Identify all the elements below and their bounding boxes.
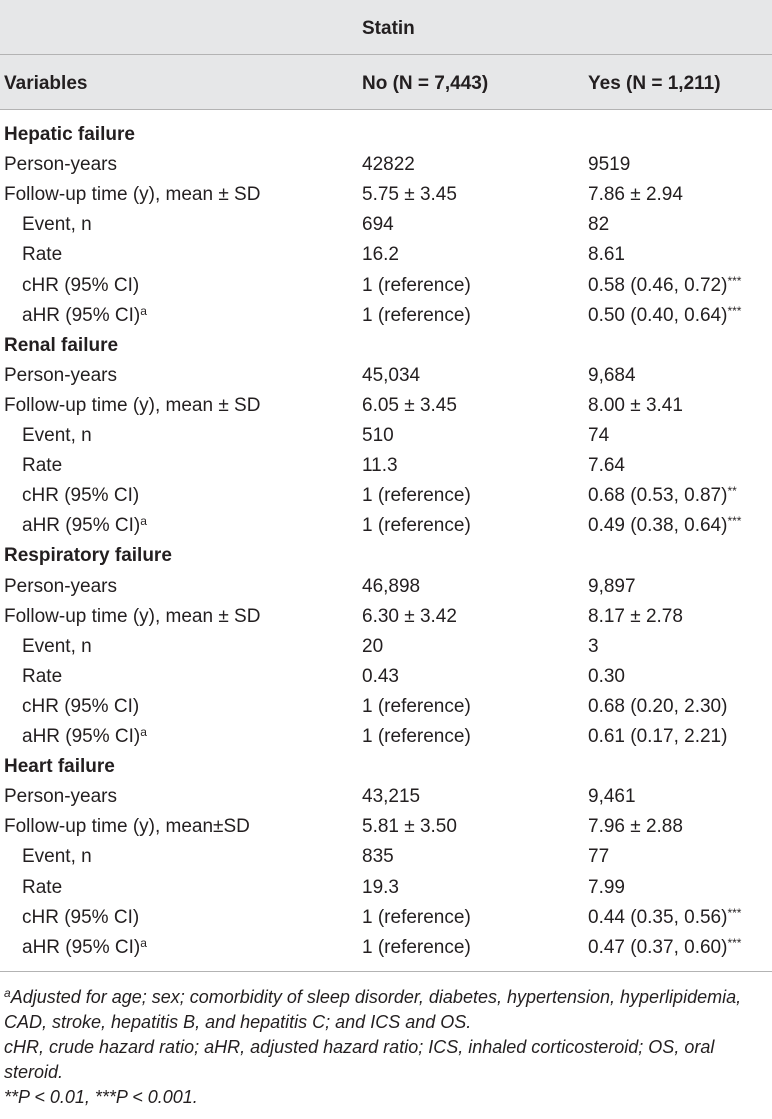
statin-group-header: Statin [362,18,415,39]
table-bottom-rule [0,971,772,972]
significance-marker: *** [727,935,742,950]
no-statin-value: 1 (reference) [362,936,471,958]
row-label [4,184,260,206]
yes-statin-value-text: 0.44 (0.35, 0.56) [588,906,728,928]
row-label-text: aHR (95% CI) [22,304,141,326]
no-statin-value: 5.81 ± 3.50 [362,816,457,838]
footnote-significance: **P < 0.01, ***P < 0.001. [4,1087,198,1107]
row-label-superscript: a [140,935,147,950]
row-label-text: Person-years [4,786,117,808]
row-label [4,576,117,598]
yes-statin-value [588,907,741,929]
row-label-superscript: a [140,514,147,529]
row-label-text: Rate [22,876,63,898]
header-bottom-rule [0,109,772,110]
row-label-text: cHR (95% CI) [22,695,140,717]
row-label-text: Person-years [4,575,117,597]
row-label-text: aHR (95% CI) [22,726,141,747]
no-statin-value: 1 (reference) [362,304,471,326]
yes-statin-value-text: 7.99 [588,876,625,898]
yes-statin-value-text: 0.50 (0.40, 0.64) [588,304,728,326]
yes-statin-value [588,636,599,658]
yes-statin-value-text: 0.30 [588,665,625,687]
row-label [22,515,147,537]
no-statin-value: 11.3 [362,455,398,477]
yes-statin-value-text: 74 [588,425,610,446]
footnote-marker: a [4,986,11,1000]
significance-marker: *** [727,514,742,529]
no-statin-value: 20 [362,635,384,657]
yes-statin-value-text: 7.96 ± 2.88 [588,816,683,838]
row-label-superscript: a [140,725,147,739]
yes-statin-value-text: 9,461 [588,786,636,808]
yes-statin-value [588,154,630,176]
no-statin-value: 6.05 ± 3.45 [362,394,457,416]
row-label-text: cHR (95% CI) [22,906,140,928]
no-statin-value: 510 [362,425,394,446]
no-statin-value: 1 (reference) [362,695,471,717]
row-label-text: Person-years [4,154,117,176]
yes-statin-value [588,485,737,507]
yes-statin-value-text: 0.58 (0.46, 0.72) [588,274,728,296]
yes-statin-value-text: 9,684 [588,364,636,386]
row-label-text: Event, n [22,846,92,868]
yes-statin-value [588,395,683,417]
row-label [4,786,117,808]
row-label-text: aHR (95% CI) [22,515,141,537]
yes-statin-value [588,786,636,808]
footnote-adjusted-text: Adjusted for age; sex; comorbidity of sleep disorder, diabetes, hypertension, hyperlipidemia, CAD, stroke, hepatitis B, and hepatitis C; and ICS and OS. [4,987,742,1032]
header-divider [0,54,772,55]
yes-statin-value [588,305,741,327]
row-label [22,305,147,327]
row-label-text: cHR (95% CI) [22,274,140,296]
section-title: Renal failure [4,334,119,356]
section-title: Hepatic failure [4,124,135,145]
yes-statin-value [588,455,625,477]
yes-statin-value [588,275,741,297]
yes-statin-value-text: 0.61 (0.17, 2.21) [588,726,728,747]
yes-statin-value [588,606,683,628]
section-title: Heart failure [4,756,115,778]
row-label [4,365,117,387]
yes-statin-value-text: 8.00 ± 3.41 [588,394,683,416]
row-label [22,425,92,447]
row-label [22,846,92,868]
row-label-text: Event, n [22,635,92,657]
yes-statin-value-text: 0.68 (0.53, 0.87) [588,485,728,507]
yes-statin-value [588,515,741,537]
row-label [22,214,92,236]
yes-statin-value-text: 0.68 (0.20, 2.30) [588,695,728,717]
row-label [4,154,117,176]
row-label-text: Rate [22,455,63,477]
yes-statin-value [588,425,609,447]
row-label [22,907,139,929]
row-label [4,606,260,628]
row-label-text: Follow-up time (y), mean±SD [4,816,250,838]
row-label [22,485,139,507]
row-label [22,726,147,748]
yes-statin-value [588,696,727,718]
no-statin-value: 42822 [362,154,415,176]
significance-marker: *** [727,905,742,920]
no-statin-value: 6.30 ± 3.42 [362,605,457,627]
yes-statin-value [588,666,625,688]
yes-statin-value-text: 7.86 ± 2.94 [588,184,683,206]
yes-statin-value [588,576,636,598]
row-label-text: cHR (95% CI) [22,485,140,507]
table-footnotes [4,985,768,1110]
yes-statin-value [588,937,741,959]
yes-statin-column-header: Yes (N = 1,211) [588,73,721,94]
row-label [22,244,62,266]
row-label [22,636,92,658]
footnote-adjusted [4,985,768,1035]
no-statin-value: 43,215 [362,786,421,808]
row-label [22,666,62,688]
footnote-abbreviations: cHR, crude hazard ratio; aHR, adjusted hazard ratio; ICS, inhaled corticosteroid; OS, oral steroid. [4,1037,715,1082]
no-statin-value: 694 [362,214,394,236]
variables-column-header: Variables [4,73,88,94]
row-label-text: Follow-up time (y), mean ± SD [4,605,261,627]
no-statin-value: 19.3 [362,876,399,898]
row-label [4,816,250,838]
row-label-text: Follow-up time (y), mean ± SD [4,394,261,416]
no-statin-value: 835 [362,846,394,868]
no-statin-value: 45,034 [362,364,421,386]
significance-marker: *** [727,273,742,288]
row-label [22,877,62,899]
yes-statin-value-text: 9,897 [588,575,636,597]
section-title: Respiratory failure [4,545,172,567]
no-statin-value: 5.75 ± 3.45 [362,184,457,206]
row-label [4,395,260,417]
yes-statin-value-text: 0.49 (0.38, 0.64) [588,515,728,537]
no-statin-value: 1 (reference) [362,906,471,928]
row-label-text: Rate [22,665,63,687]
yes-statin-value-text: 8.17 ± 2.78 [588,605,683,627]
yes-statin-value-text: 0.47 (0.37, 0.60) [588,936,728,958]
significance-marker: *** [727,303,742,318]
row-label-text: Event, n [22,214,92,236]
row-label [22,275,139,297]
no-statin-value: 16.2 [362,244,399,266]
no-statin-column-header: No (N = 7,443) [362,73,489,94]
yes-statin-value [588,726,727,748]
yes-statin-value-text: 7.64 [588,455,625,477]
row-label-text: aHR (95% CI) [22,936,141,958]
row-label-text: Follow-up time (y), mean ± SD [4,184,261,206]
yes-statin-value [588,816,683,838]
yes-statin-value [588,184,683,206]
yes-statin-value [588,365,636,387]
yes-statin-value [588,214,609,236]
yes-statin-value-text: 77 [588,846,610,868]
yes-statin-value [588,846,609,868]
no-statin-value: 46,898 [362,575,421,597]
no-statin-value: 1 (reference) [362,726,471,747]
yes-statin-value-text: 9519 [588,154,631,176]
row-label-text: Rate [22,244,63,266]
yes-statin-value [588,244,625,266]
significance-marker: ** [727,484,737,499]
no-statin-value: 0.43 [362,665,399,687]
yes-statin-value-text: 3 [588,635,599,657]
row-label-superscript: a [140,303,147,318]
yes-statin-value-text: 82 [588,214,610,236]
no-statin-value: 1 (reference) [362,485,471,507]
row-label-text: Person-years [4,364,117,386]
row-label [22,937,147,959]
yes-statin-value-text: 8.61 [588,244,625,266]
no-statin-value: 1 (reference) [362,274,471,296]
yes-statin-value [588,877,625,899]
no-statin-value: 1 (reference) [362,515,471,537]
row-label-text: Event, n [22,425,92,446]
row-label [22,455,62,477]
row-label [22,696,139,718]
